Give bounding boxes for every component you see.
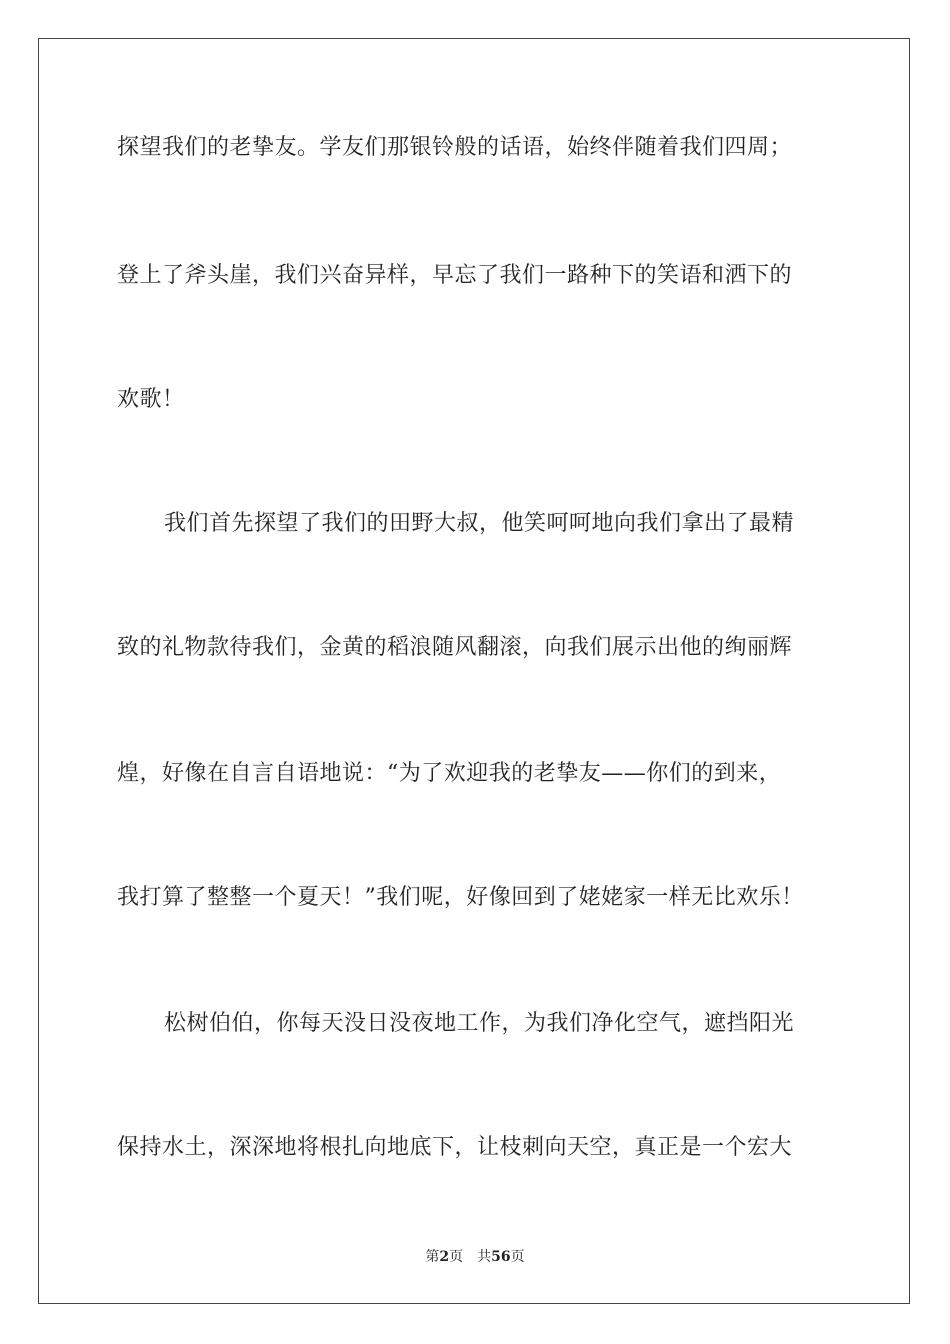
page-footer (0, 1248, 950, 1266)
footer-total-prefix: 共 (477, 1249, 492, 1265)
paragraph-start-1: 我们首先探望了我们的田野大叔，他笑呵呵地向我们拿出了最精 (164, 511, 795, 536)
footer-page-prefix: 第 (425, 1249, 440, 1265)
text-line-2: 登上了斧头崖，我们兴奋异样，早忘了我们一路种下的笑语和洒下的 (117, 263, 793, 288)
text-line-3: 欢歌！ (117, 387, 185, 412)
text-line-6: 煌，好像在自言自语地说：“为了欢迎我的老挚友——你们的到来， (117, 761, 782, 786)
text-line-1: 探望我们的老挚友。学友们那银铃般的话语，始终伴随着我们四周； (117, 135, 793, 160)
page-border (38, 38, 910, 1304)
footer-page-suffix: 页 (449, 1249, 464, 1265)
text-line-7: 我打算了整整一个夏天！”我们呢，好像回到了姥姥家一样无比欢乐！ (117, 885, 804, 910)
text-line-9: 保持水土，深深地将根扎向地底下，让枝刺向天空，真正是一个宏大 (117, 1135, 793, 1160)
text-line-5: 致的礼物款待我们，金黄的稻浪随风翻滚，向我们展示出他的绚丽辉 (117, 635, 793, 660)
footer-page-number: 2 (439, 1249, 450, 1265)
footer-total-pages: 56 (491, 1249, 511, 1265)
footer-total-suffix: 页 (510, 1249, 525, 1265)
paragraph-start-2: 松树伯伯，你每天没日没夜地工作，为我们净化空气，遮挡阳光 (164, 1011, 795, 1036)
